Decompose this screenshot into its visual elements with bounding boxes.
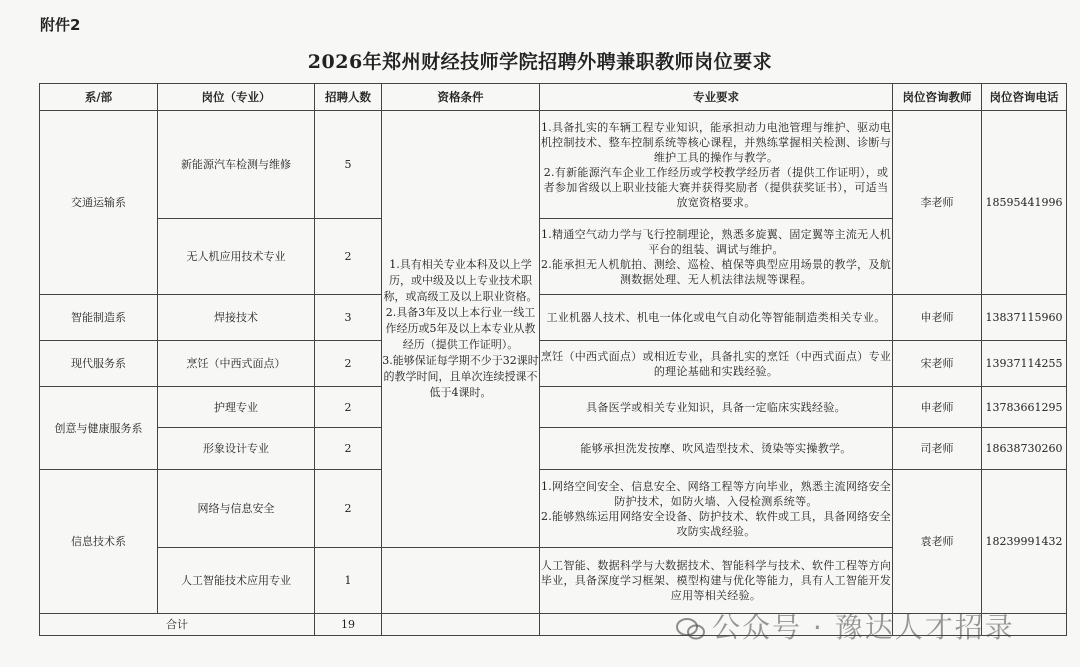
header-post: 岗位（专业） bbox=[158, 84, 315, 111]
phone-cell: 18595441996 bbox=[982, 111, 1067, 295]
post-cell: 焊接技术 bbox=[158, 295, 315, 341]
dept-cell: 现代服务系 bbox=[40, 341, 158, 387]
annex-label: 附件2 bbox=[40, 16, 81, 34]
post-cell: 人工智能技术应用专业 bbox=[158, 548, 315, 614]
count-cell: 2 bbox=[315, 219, 382, 295]
phone-cell: 13937114255 bbox=[982, 341, 1067, 387]
dept-cell: 交通运输系 bbox=[40, 111, 158, 295]
phone-cell: 13837115960 bbox=[982, 295, 1067, 341]
teacher-cell: 申老师 bbox=[893, 295, 982, 341]
post-cell: 新能源汽车检测与维修 bbox=[158, 111, 315, 219]
qualification-cell: 1.具有相关专业本科及以上学历，或中级及以上专业技术职称，或高级工及以上职业资格。 2.具备3年及以上本行业一线工作经历或5年及以上本专业从教经历（提供工作证明）。 3.能够保证每学期不少于32课时的教学时间，且单次连续授课不低于4课时。 bbox=[382, 111, 540, 548]
table-row bbox=[40, 111, 1067, 219]
watermark-text: 公众号 · 豫达人才招录 bbox=[712, 611, 1015, 644]
total-label: 合计 bbox=[40, 614, 315, 636]
count-cell: 1 bbox=[315, 548, 382, 614]
total-count: 19 bbox=[315, 614, 382, 636]
wechat-icon bbox=[676, 618, 706, 640]
header-teacher: 岗位咨询教师 bbox=[893, 84, 982, 111]
post-cell: 烹饪（中西式面点） bbox=[158, 341, 315, 387]
phone-cell: 18239991432 bbox=[982, 470, 1067, 614]
post-cell: 无人机应用技术专业 bbox=[158, 219, 315, 295]
teacher-cell: 宋老师 bbox=[893, 341, 982, 387]
spec-cell: 人工智能、数据科学与大数据技术、智能科学与技术、软件工程等方向毕业，具备深度学习框架、模型构建与优化等能力，具有人工智能开发应用等相关经验。 bbox=[540, 548, 893, 614]
teacher-cell: 申老师 bbox=[893, 387, 982, 428]
table-row bbox=[40, 387, 1067, 428]
header-specialty: 专业要求 bbox=[540, 84, 893, 111]
spec-cell: 具备医学或相关专业知识，具备一定临床实践经验。 bbox=[540, 387, 893, 428]
phone-cell: 18638730260 bbox=[982, 428, 1067, 470]
phone-cell: 13783661295 bbox=[982, 387, 1067, 428]
teacher-cell: 李老师 bbox=[893, 111, 982, 295]
dept-cell: 智能制造系 bbox=[40, 295, 158, 341]
header-count: 招聘人数 bbox=[315, 84, 382, 111]
header-phone: 岗位咨询电话 bbox=[982, 84, 1067, 111]
dept-cell: 信息技术系 bbox=[40, 470, 158, 614]
post-cell: 护理专业 bbox=[158, 387, 315, 428]
count-cell: 3 bbox=[315, 295, 382, 341]
spec-cell: 1.具备扎实的车辆工程专业知识，能承担动力电池管理与维护、驱动电机控制技术、整车控制系统等核心课程，并熟练掌握相关检测、诊断与维护工具的操作与教学。 2.有新能源汽车企业工作经历或学校教学经历者（提供工作证明），或者参加省级以上职业技能大赛并获得奖励者（提供获奖证书），可适当放宽资格要求。 bbox=[540, 111, 893, 219]
dept-cell: 创意与健康服务系 bbox=[40, 387, 158, 470]
count-cell: 5 bbox=[315, 111, 382, 219]
header-row bbox=[40, 84, 1067, 111]
page-title: 2026年郑州财经技师学院招聘外聘兼职教师岗位要求 bbox=[307, 51, 773, 73]
count-cell: 2 bbox=[315, 428, 382, 470]
header-qualification: 资格条件 bbox=[382, 84, 540, 111]
requirements-table bbox=[39, 83, 1067, 636]
table-row bbox=[40, 341, 1067, 387]
teacher-cell: 袁老师 bbox=[893, 470, 982, 614]
watermark bbox=[676, 606, 1015, 646]
table-row bbox=[40, 295, 1067, 341]
post-cell: 形象设计专业 bbox=[158, 428, 315, 470]
table-row bbox=[40, 470, 1067, 548]
post-cell: 网络与信息安全 bbox=[158, 470, 315, 548]
count-cell: 2 bbox=[315, 387, 382, 428]
count-cell: 2 bbox=[315, 341, 382, 387]
spec-cell: 1.精通空气动力学与飞行控制理论，熟悉多旋翼、固定翼等主流无人机平台的组装、调试与维护。 2.能承担无人机航拍、测绘、巡检、植保等典型应用场景的教学，及航测数据处理、无人机法律法规等课程。 bbox=[540, 219, 893, 295]
header-dept: 系/部 bbox=[40, 84, 158, 111]
count-cell: 2 bbox=[315, 470, 382, 548]
spec-cell: 1.网络空间安全、信息安全、网络工程等方向毕业，熟悉主流网络安全防护技术，如防火墙、入侵检测系统等。 2.能够熟练运用网络安全设备、防护技术、软件或工具，具备网络安全攻防实战经验。 bbox=[540, 470, 893, 548]
teacher-cell: 司老师 bbox=[893, 428, 982, 470]
table-row bbox=[40, 428, 1067, 470]
spec-cell: 烹饪（中西式面点）或相近专业，具备扎实的烹饪（中西式面点）专业的理论基础和实践经验。 bbox=[540, 341, 893, 387]
spec-cell: 能够承担洗发按摩、吹风造型技术、烫染等实操教学。 bbox=[540, 428, 893, 470]
spec-cell: 工业机器人技术、机电一体化或电气自动化等智能制造类相关专业。 bbox=[540, 295, 893, 341]
